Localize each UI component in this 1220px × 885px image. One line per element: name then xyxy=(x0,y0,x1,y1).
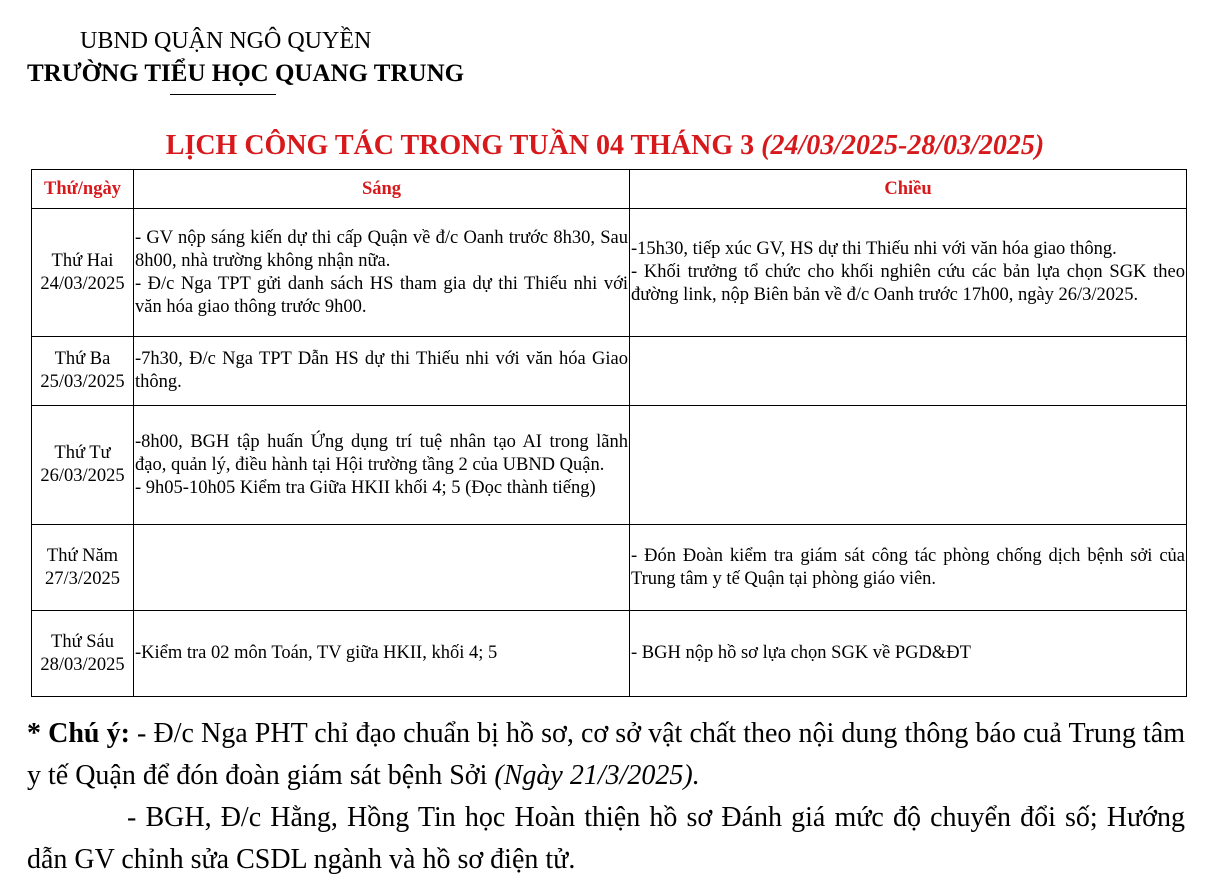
table-row xyxy=(32,611,1187,697)
afternoon-cell xyxy=(630,406,1187,525)
afternoon-cell xyxy=(630,337,1187,406)
morning-cell xyxy=(134,209,630,337)
afternoon-cell xyxy=(630,209,1187,337)
task-item: - 9h05-10h05 Kiểm tra Giữa HKII khối 4; 5 (Đọc thành tiếng) xyxy=(135,477,596,498)
day-date: 24/03/2025 xyxy=(40,273,125,294)
column-header-morning: Sáng xyxy=(134,170,630,209)
day-date: 28/03/2025 xyxy=(40,654,125,675)
day-cell xyxy=(32,611,134,697)
afternoon-cell xyxy=(630,611,1187,697)
table-row xyxy=(32,337,1187,406)
day-name: Thứ Tư xyxy=(54,443,111,463)
task-item: -Kiểm tra 02 môn Toán, TV giữa HKII, khối 4; 5 xyxy=(135,643,498,663)
school-name: TRƯỜNG TIỂU HỌC QUANG TRUNG xyxy=(27,60,465,87)
notes-section xyxy=(27,713,1185,881)
day-name: Thứ Sáu xyxy=(51,631,114,652)
schedule-title xyxy=(0,130,1210,162)
agency-name: UBND QUẬN NGÔ QUYỀN xyxy=(80,28,372,54)
day-name: Thứ Ba xyxy=(54,349,111,369)
column-header-day: Thứ/ngày xyxy=(32,170,134,209)
column-header-afternoon: Chiều xyxy=(630,170,1187,209)
morning-cell xyxy=(134,337,630,406)
title-main: LỊCH CÔNG TÁC TRONG TUẦN 04 THÁNG 3 xyxy=(165,130,762,161)
task-item: -15h30, tiếp xúc GV, HS dự thi Thiếu nhi với văn hóa giao thông. xyxy=(631,239,1117,259)
note-1-date: (Ngày 21/3/2025). xyxy=(494,760,700,791)
day-cell xyxy=(32,525,134,611)
day-name: Thứ Năm xyxy=(46,545,119,566)
task-item: - Đón Đoàn kiểm tra giám sát công tác phòng chống dịch bệnh sởi của Trung tâm y tế Quận tại phòng giáo viên. xyxy=(631,545,1185,589)
morning-cell xyxy=(134,611,630,697)
note-1 xyxy=(27,713,1185,797)
task-item: - Khối trưởng tổ chức cho khối nghiên cứu các bản lựa chọn SGK theo đường link, nộp Biên bản về đ/c Oanh trước 17h00, ngày 26/3/2025. xyxy=(631,262,1185,305)
afternoon-cell xyxy=(630,525,1187,611)
note-1-text: - Đ/c Nga PHT chỉ đạo chuẩn bị hồ sơ, cơ sở vật chất theo nội dung thông báo cuả Trung tâm y tế Quận để đón đoàn giám sát bệnh Sởi xyxy=(27,718,1185,791)
note-2: - BGH, Đ/c Hằng, Hồng Tin học Hoàn thiện hồ sơ Đánh giá mức độ chuyển đổi số; Hướng dẫn GV chỉnh sửa CSDL ngành và hồ sơ điện tử. xyxy=(27,802,1185,875)
table-row xyxy=(32,209,1187,337)
morning-cell xyxy=(134,406,630,525)
table-header-row xyxy=(32,170,1187,209)
day-cell xyxy=(32,337,134,406)
notes-label: * Chú ý: xyxy=(27,718,130,749)
day-name: Thứ Hai xyxy=(51,250,114,271)
task-item: -8h00, BGH tập huấn Ứng dụng trí tuệ nhân tạo AI trong lãnh đạo, quản lý, điều hành tại Hội trường tầng 2 của UBND Quận. xyxy=(135,431,628,475)
task-item: - GV nộp sáng kiến dự thi cấp Quận về đ/c Oanh trước 8h30, Sau 8h00, nhà trường không nhận nữa. xyxy=(135,227,628,271)
header-underline xyxy=(170,94,276,95)
table-row xyxy=(32,406,1187,525)
task-item: - BGH nộp hồ sơ lựa chọn SGK về PGD&ĐT xyxy=(631,643,971,663)
day-cell xyxy=(32,406,134,525)
task-item: -7h30, Đ/c Nga TPT Dẫn HS dự thi Thiếu nhi với văn hóa Giao thông. xyxy=(135,349,628,392)
day-cell xyxy=(32,209,134,337)
table-row xyxy=(32,525,1187,611)
day-date: 25/03/2025 xyxy=(40,372,125,392)
day-date: 27/3/2025 xyxy=(44,568,121,589)
title-dates: (24/03/2025-28/03/2025) xyxy=(761,130,1045,161)
day-date: 26/03/2025 xyxy=(40,466,125,486)
task-item: - Đ/c Nga TPT gửi danh sách HS tham gia dự thi Thiếu nhi với văn hóa giao thông trước 9h00. xyxy=(135,273,628,317)
weekly-schedule-table xyxy=(31,169,1187,697)
morning-cell xyxy=(134,525,630,611)
